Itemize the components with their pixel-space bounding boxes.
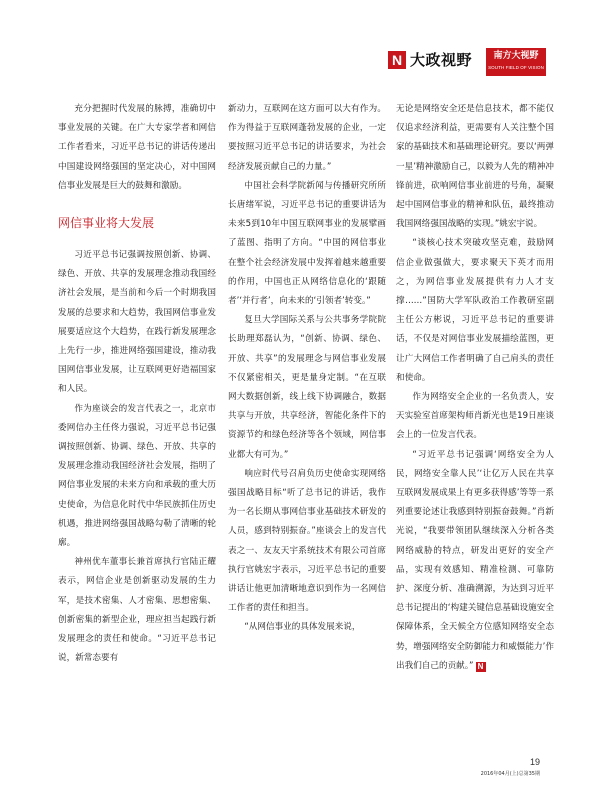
- paragraph: “谈核心技术突破攻坚克难，鼓励网信企业做强做大，要求聚天下英才而用之，为网信事业发展提供有力人才支撑……”国防大学军队政治工作教研室副主任公方彬说，习近平总书记的重要讲话，不仅是对网信事业发展描绘蓝图，更让广大网信工作者明确了自己肩头的责任和使命。: [396, 238, 554, 383]
- end-mark-icon: N: [476, 662, 486, 672]
- paragraph: 响应时代号召肩负历史使命实现网络强国战略目标“听了总书记的讲话，我作为一名长期从事网信事业基础技术研发的人员，感到特别振奋。”座谈会上的发言代表之一、友友天宇系统技术有限公司首席执行官姚宏宇表示，习近平总书记的重要讲话让他更加清晰地意识到作为一名网信工作者的责任和担当。: [228, 468, 386, 614]
- page-number: 19: [529, 757, 540, 767]
- section-heading: 网信事业将大发展: [58, 216, 155, 231]
- paragraph: 无论是网络安全还是信息技术，都不能仅仅追求经济利益，更需要有人关注整个国家的基础技术和基础理论研究。要以‘两弹一星’精神激励自己，以毅为人先的精神冲锋前进，砍响网信事业前进的号角，凝聚起中国网信事业的精神和队伍，最终推动我国网络强国战略的实现。”姚宏宇说。: [396, 104, 554, 230]
- article-column-1: [58, 100, 216, 668]
- article-column-3: [396, 100, 554, 676]
- badge-subtitle: SOUTH FIELD OF VISION: [488, 65, 544, 70]
- masthead-logo: [388, 48, 546, 76]
- paragraph-text: “习近平总书记强调‘网络安全为人民，网络安全靠人民’‘让亿万人民在共享互联网发展成果上有更多获得感’等等一系列重要论述让我感到特别振奋鼓舞。”肖新光说，“我要带领团队继续深入分析各类网络威胁的特点，研发出更好的安全产品，实现有效感知、精准检测、可靠防护、深度分析、准确溯源，为达到习近平总书记提出的‘构建关键信息基础设施安全保障体系，全天候全方位感知网络安全态势，增强网络安全防御能力和威慑能力’作出我们自己的贡献。”: [396, 449, 554, 671]
- section-badge: [486, 48, 546, 76]
- paragraph: 作为网络安全企业的一名负责人，安天实验室首席架构师肖新光也是19日座谈会上的一位发言代表。: [396, 392, 554, 441]
- issue-info: 2016年04月(上)总第35期: [480, 771, 540, 777]
- badge-title: 南方大视野: [493, 51, 539, 61]
- paragraph: 复旦大学国际关系与公共事务学院院长助理郑磊认为，“创新、协调、绿色、开放、共享”的发展理念与网信事业发展不仅紧密相关，更是量身定制。“在互联网大数据创新，线上线下协调融合，数据共享与开放，共享经济，智能化条件下的资源节约和绿色经济等各个领域，网信事业都大有可为。”: [228, 315, 386, 460]
- paragraph: 习近平总书记强调按照创新、协调、绿色、开放、共享的发展理念推动我国经济社会发展，是当前和今后一个时期我国发展的总要求和大趋势，我国网信事业发展要适应这个大趋势，在践行新发展理念上先行一步，推进网络强国建设，推动我国网信事业发展，让互联网更好造福国家和人民。: [58, 250, 216, 395]
- paragraph: 充分把握时代发展的脉搏，准确切中事业发展的关键。在广大专家学者和网信工作者看来，习近平总书记的讲话传递出中国建设网络强国的坚定决心，对中国网信事业发展是巨大的鼓舞和激励。: [58, 104, 216, 191]
- article-column-2: [228, 100, 386, 638]
- logo-n-icon: N: [388, 51, 406, 69]
- paragraph: “从网信事业的具体发展来说，: [244, 622, 361, 633]
- paragraph: 神州优车董事长兼首席执行官陆正耀表示，网信企业是创新驱动发展的生力军，是技术密集、人才密集、思想密集、创新密集的新型企业，理应担当起践行新发展理念的责任和使命。“习近平总书记说，新常态要有: [58, 557, 216, 664]
- paragraph: 作为座谈会的发言代表之一，北京市委网信办主任佟力强说，习近平总书记强调按照创新、协调、绿色、开放、共享的发展理念推动我国经济社会发展，指明了网信事业发展的未来方向和承载的重大历史使命，为信息化时代中华民族抓住历史机遇，推进网络强国战略勾勒了清晰的轮廓。: [58, 403, 216, 549]
- paragraph: 新动力，互联网在这方面可以大有作为。作为得益于互联网蓬勃发展的企业，一定要按照习近平总书记的讲话要求，为社会经济发展贡献自己的力量。”: [228, 104, 386, 172]
- paragraph: 中国社会科学院新闻与传播研究所所长唐绪军说，习近平总书记的重要讲话为未来5到10年中国互联网事业的发展擘画了蓝图、指明了方向。“中国的网信事业在整个社会经济发展中发挥着越来越重要的作用，中国也正从网络信息化的‘跟随者’‘并行者’，向未来的‘引领者’转变。”: [228, 180, 386, 307]
- magazine-title: 大政视野: [410, 51, 473, 69]
- paragraph-last: [396, 446, 554, 676]
